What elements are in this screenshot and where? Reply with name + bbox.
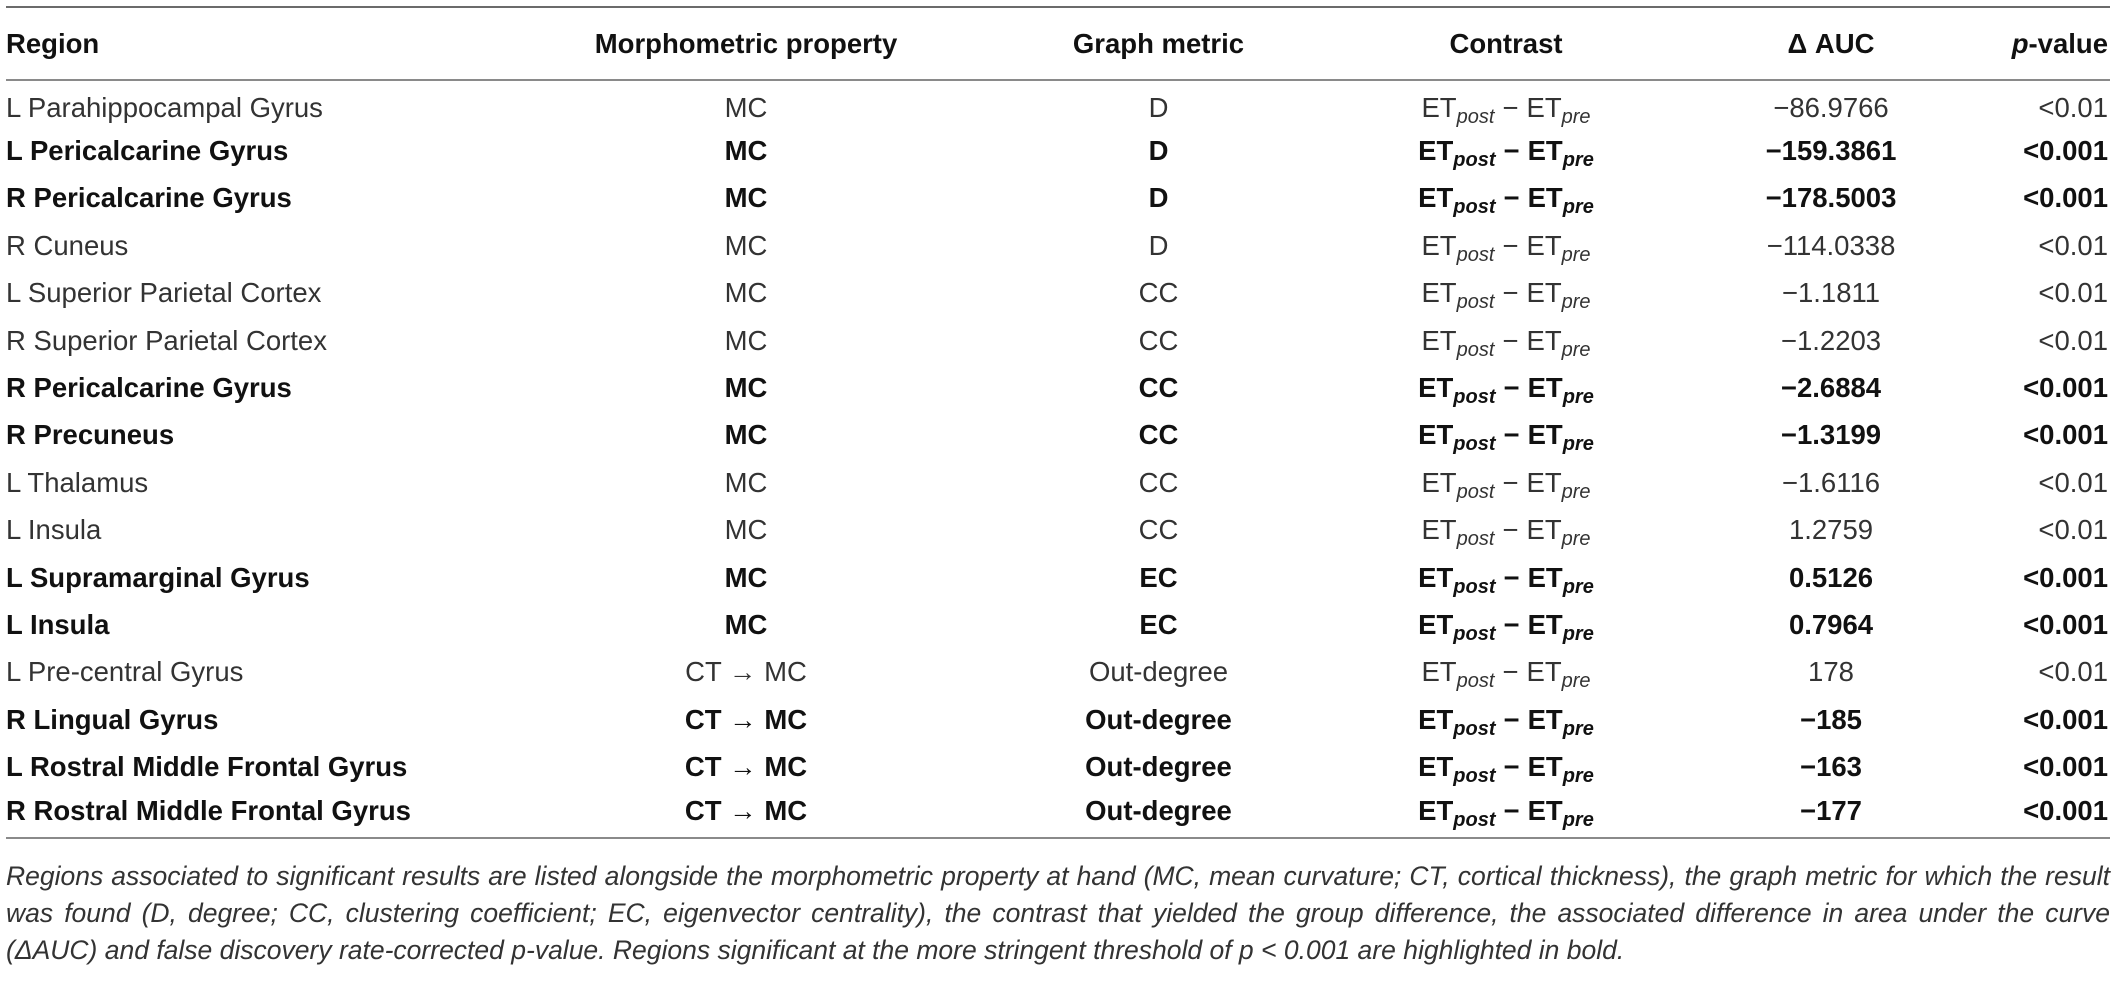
cell-region: R Cuneus <box>6 229 129 261</box>
cell-contrast <box>1331 317 1681 364</box>
cell-p-value: <0.001 <box>2023 419 2108 451</box>
cell-region: R Superior Parietal Cortex <box>6 324 327 356</box>
table-row <box>6 601 2110 648</box>
cell-delta-auc: −1.6116 <box>1781 466 1881 498</box>
table-row <box>6 175 2110 222</box>
contrast-minus: − <box>1502 656 1519 688</box>
header-contrast: Contrast <box>1331 7 1681 80</box>
cell-morphometric-property: MC <box>724 182 768 214</box>
cell-p-value: <0.001 <box>2023 703 2108 735</box>
contrast-pre-subscript: pre <box>1561 243 1591 266</box>
cell-contrast <box>1331 459 1681 506</box>
contrast-et-post: ET <box>1421 514 1457 546</box>
contrast-minus: − <box>1503 182 1520 214</box>
contrast-et-post: ET <box>1421 324 1457 356</box>
contrast-post-subscript: post <box>1456 528 1495 551</box>
cell-region: L Pre-central Gyrus <box>6 656 244 688</box>
cell-region: R Pericalcarine Gyrus <box>6 182 292 214</box>
cell-graph-metric: CC <box>1138 372 1179 404</box>
contrast-post-subscript: post <box>1453 717 1496 740</box>
cell-morphometric-property: MC <box>724 514 768 546</box>
cell-graph-metric: D <box>1148 135 1169 167</box>
cell-contrast <box>1331 364 1681 411</box>
contrast-pre-subscript: pre <box>1561 106 1591 129</box>
table-row <box>6 459 2110 506</box>
contrast-post-subscript: post <box>1453 196 1496 219</box>
cell-morphometric-property: CT → MC <box>684 751 808 783</box>
table-row <box>6 127 2110 174</box>
cell-contrast <box>1331 554 1681 601</box>
contrast-post-subscript: post <box>1456 338 1495 361</box>
contrast-et-pre: ET <box>1526 92 1562 124</box>
cell-delta-auc: 1.2759 <box>1788 514 1874 546</box>
contrast-pre-subscript: pre <box>1561 480 1591 503</box>
contrast-post-subscript: post <box>1453 386 1496 409</box>
cell-morphometric-property: MC <box>724 92 768 124</box>
contrast-et-pre: ET <box>1526 656 1562 688</box>
contrast-minus: − <box>1503 608 1520 640</box>
contrast-pre-subscript: pre <box>1562 575 1594 598</box>
cell-p-value: <0.01 <box>2038 324 2108 356</box>
cell-graph-metric: CC <box>1138 324 1179 356</box>
contrast-minus: − <box>1502 466 1519 498</box>
contrast-et-post: ET <box>1421 229 1457 261</box>
header-delta-auc: Δ AUC <box>1681 7 1981 80</box>
contrast-minus: − <box>1503 561 1520 593</box>
cell-delta-auc: −159.3861 <box>1765 135 1897 167</box>
cell-morphometric-property: MC <box>724 419 768 451</box>
cell-p-value: <0.001 <box>2023 135 2108 167</box>
cell-graph-metric: Out-degree <box>1085 751 1232 783</box>
cell-contrast <box>1331 127 1681 174</box>
contrast-minus: − <box>1503 795 1520 827</box>
contrast-et-post: ET <box>1421 656 1457 688</box>
cell-morphometric-property: CT → MC <box>684 703 808 735</box>
contrast-post-subscript: post <box>1453 149 1496 172</box>
contrast-et-post: ET <box>1421 466 1457 498</box>
cell-region: R Lingual Gyrus <box>6 703 219 735</box>
cell-delta-auc: −1.2203 <box>1780 324 1882 356</box>
contrast-et-pre: ET <box>1526 324 1562 356</box>
cell-region: L Supramarginal Gyrus <box>6 561 310 593</box>
contrast-minus: − <box>1502 229 1519 261</box>
header-graph-metric: Graph metric <box>986 7 1331 80</box>
contrast-et-pre: ET <box>1527 751 1563 783</box>
cell-contrast <box>1331 270 1681 317</box>
table-row <box>6 743 2110 790</box>
header-p-suffix: -value <box>2028 27 2108 59</box>
cell-region: L Superior Parietal Cortex <box>6 277 322 309</box>
contrast-pre-subscript: pre <box>1562 809 1594 832</box>
contrast-post-subscript: post <box>1453 622 1496 645</box>
contrast-minus: − <box>1503 419 1520 451</box>
contrast-minus: − <box>1503 372 1520 404</box>
cell-graph-metric: CC <box>1138 419 1179 451</box>
header-p-value <box>1981 7 2110 80</box>
cell-region: L Parahippocampal Gyrus <box>6 92 323 124</box>
cell-graph-metric: D <box>1148 92 1169 124</box>
cell-p-value: <0.001 <box>2023 372 2108 404</box>
contrast-et-pre: ET <box>1526 229 1562 261</box>
header-morphometric-property: Morphometric property <box>506 7 986 80</box>
cell-region: L Rostral Middle Frontal Gyrus <box>6 751 408 783</box>
cell-contrast <box>1331 222 1681 269</box>
table-row <box>6 222 2110 269</box>
contrast-et-post: ET <box>1418 135 1454 167</box>
cell-contrast <box>1331 649 1681 696</box>
contrast-pre-subscript: pre <box>1562 765 1594 788</box>
cell-contrast <box>1331 175 1681 222</box>
cell-region: L Insula <box>6 514 102 546</box>
cell-delta-auc: −114.0338 <box>1766 229 1896 261</box>
cell-graph-metric: Out-degree <box>1085 703 1232 735</box>
contrast-et-pre: ET <box>1527 608 1563 640</box>
cell-region: R Precuneus <box>6 419 175 451</box>
cell-morphometric-property: CT → MC <box>685 656 807 688</box>
contrast-et-pre: ET <box>1526 466 1562 498</box>
contrast-et-pre: ET <box>1527 561 1563 593</box>
contrast-post-subscript: post <box>1456 291 1495 314</box>
cell-region: L Pericalcarine Gyrus <box>6 135 289 167</box>
contrast-et-pre: ET <box>1527 372 1563 404</box>
cell-morphometric-property: MC <box>724 608 768 640</box>
cell-morphometric-property: MC <box>724 324 768 356</box>
contrast-post-subscript: post <box>1456 670 1495 693</box>
cell-delta-auc: 178 <box>1808 656 1854 688</box>
contrast-et-post: ET <box>1418 372 1454 404</box>
cell-graph-metric: EC <box>1139 561 1178 593</box>
contrast-et-post: ET <box>1418 795 1454 827</box>
cell-graph-metric: EC <box>1139 608 1178 640</box>
cell-contrast <box>1331 743 1681 790</box>
contrast-post-subscript: post <box>1453 433 1496 456</box>
contrast-et-pre: ET <box>1527 182 1563 214</box>
cell-morphometric-property: MC <box>724 561 768 593</box>
cell-graph-metric: CC <box>1138 277 1179 309</box>
cell-region: L Insula <box>6 608 110 640</box>
contrast-post-subscript: post <box>1453 809 1496 832</box>
table-row <box>6 317 2110 364</box>
cell-p-value: <0.01 <box>2038 229 2108 261</box>
cell-delta-auc: −86.9766 <box>1773 92 1889 124</box>
header-region: Region <box>6 7 506 80</box>
cell-delta-auc: 0.5126 <box>1788 561 1874 593</box>
contrast-et-pre: ET <box>1526 514 1562 546</box>
cell-graph-metric: CC <box>1138 514 1179 546</box>
contrast-post-subscript: post <box>1453 765 1496 788</box>
contrast-minus: − <box>1502 324 1519 356</box>
contrast-minus: − <box>1503 703 1520 735</box>
cell-delta-auc: 0.7964 <box>1788 608 1874 640</box>
cell-contrast <box>1331 791 1681 838</box>
cell-p-value: <0.01 <box>2038 92 2108 124</box>
cell-contrast <box>1331 696 1681 743</box>
cell-p-value: <0.001 <box>2023 608 2108 640</box>
contrast-pre-subscript: pre <box>1562 149 1594 172</box>
contrast-et-pre: ET <box>1527 795 1563 827</box>
contrast-et-pre: ET <box>1527 703 1563 735</box>
contrast-et-post: ET <box>1418 703 1454 735</box>
cell-delta-auc: −177 <box>1681 791 1981 838</box>
table-row <box>6 696 2110 743</box>
table-row <box>6 412 2110 459</box>
cell-region: R Pericalcarine Gyrus <box>6 372 292 404</box>
cell-morphometric-property: MC <box>724 135 768 167</box>
contrast-pre-subscript: pre <box>1561 338 1591 361</box>
table-header <box>6 7 2110 80</box>
contrast-et-post: ET <box>1421 277 1457 309</box>
cell-p-value: <0.001 <box>2023 561 2108 593</box>
contrast-pre-subscript: pre <box>1561 291 1591 314</box>
contrast-post-subscript: post <box>1456 106 1495 129</box>
table-row <box>6 554 2110 601</box>
table-body <box>6 80 2110 838</box>
contrast-minus: − <box>1502 92 1519 124</box>
cell-morphometric-property: MC <box>724 229 768 261</box>
contrast-pre-subscript: pre <box>1562 433 1594 456</box>
cell-graph-metric: Out-degree <box>1088 656 1229 688</box>
cell-graph-metric: CC <box>1138 466 1179 498</box>
cell-delta-auc: −2.6884 <box>1780 372 1882 404</box>
table-row <box>6 270 2110 317</box>
contrast-pre-subscript: pre <box>1561 670 1591 693</box>
table-row <box>6 80 2110 127</box>
contrast-minus: − <box>1502 514 1519 546</box>
contrast-post-subscript: post <box>1453 575 1496 598</box>
cell-morphometric-property: MC <box>724 372 768 404</box>
contrast-pre-subscript: pre <box>1562 196 1594 219</box>
cell-graph-metric: D <box>1148 229 1169 261</box>
cell-graph-metric: D <box>1148 182 1169 214</box>
contrast-et-post: ET <box>1421 92 1457 124</box>
cell-p-value: <0.01 <box>2038 466 2108 498</box>
cell-region: L Thalamus <box>6 466 149 498</box>
contrast-post-subscript: post <box>1456 243 1495 266</box>
contrast-minus: − <box>1503 135 1520 167</box>
cell-p-value: <0.001 <box>2023 182 2108 214</box>
cell-morphometric-property: MC <box>724 466 768 498</box>
cell-graph-metric: Out-degree <box>986 791 1331 838</box>
contrast-et-post: ET <box>1418 419 1454 451</box>
contrast-et-post: ET <box>1418 608 1454 640</box>
contrast-et-pre: ET <box>1526 277 1562 309</box>
contrast-et-post: ET <box>1418 751 1454 783</box>
cell-p-value: <0.001 <box>1981 791 2110 838</box>
contrast-et-post: ET <box>1418 561 1454 593</box>
contrast-pre-subscript: pre <box>1562 717 1594 740</box>
table-row <box>6 791 2110 838</box>
cell-morphometric-property: MC <box>724 277 768 309</box>
cell-p-value: <0.001 <box>2023 751 2108 783</box>
table-row <box>6 507 2110 554</box>
cell-p-value: <0.01 <box>2038 277 2108 309</box>
table-caption: Regions associated to significant results are listed alongside the morphometric property at hand (MC, mean curvature; CT, cortical thickness), the graph metric for which the result was found (D, degree; CC, clustering coefficient; EC, eigenvector centrality), the contrast that yielded the group difference, the associated difference in area under the curve (ΔAUC) and false discovery rate-corrected p-value. Regions significant at the more stringent threshold of p < 0.001 are highlighted in bold. <box>6 861 2110 965</box>
cell-p-value: <0.01 <box>2038 656 2108 688</box>
cell-p-value: <0.01 <box>2038 514 2108 546</box>
cell-delta-auc: −178.5003 <box>1765 182 1897 214</box>
header-row <box>6 7 2110 80</box>
cell-contrast <box>1331 601 1681 648</box>
cell-contrast <box>1331 507 1681 554</box>
cell-contrast <box>1331 80 1681 127</box>
cell-delta-auc: −1.1811 <box>1781 277 1881 309</box>
header-p-letter: p <box>2011 27 2029 59</box>
contrast-post-subscript: post <box>1456 480 1495 503</box>
table-row <box>6 364 2110 411</box>
cell-region: R Rostral Middle Frontal Gyrus <box>6 791 506 838</box>
cell-delta-auc: −1.3199 <box>1780 419 1882 451</box>
contrast-pre-subscript: pre <box>1561 528 1591 551</box>
results-table <box>6 6 2110 839</box>
contrast-et-post: ET <box>1418 182 1454 214</box>
contrast-et-pre: ET <box>1527 419 1563 451</box>
cell-contrast <box>1331 412 1681 459</box>
contrast-et-pre: ET <box>1527 135 1563 167</box>
contrast-minus: − <box>1503 751 1520 783</box>
table-row <box>6 649 2110 696</box>
cell-delta-auc: −185 <box>1800 703 1862 735</box>
cell-morphometric-property: CT → MC <box>506 791 986 838</box>
contrast-pre-subscript: pre <box>1562 386 1594 409</box>
contrast-pre-subscript: pre <box>1562 622 1594 645</box>
cell-delta-auc: −163 <box>1800 751 1862 783</box>
contrast-minus: − <box>1502 277 1519 309</box>
